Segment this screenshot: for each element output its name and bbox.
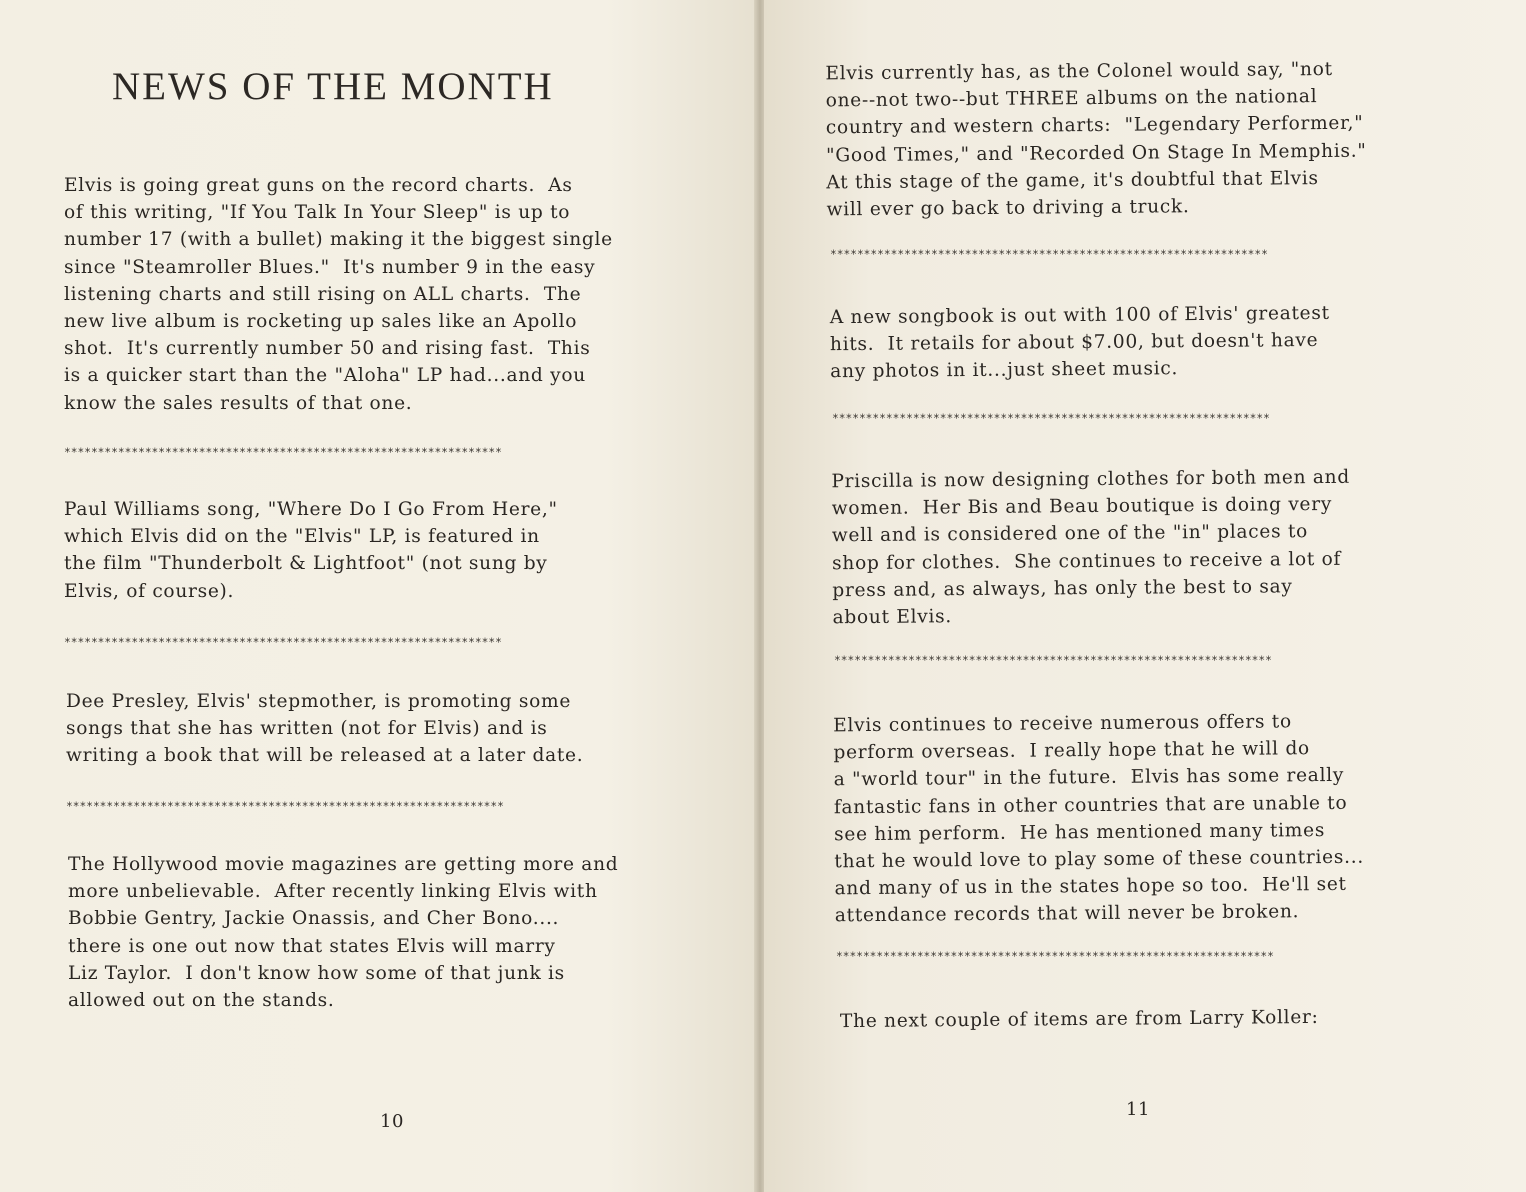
news-item-priscilla: Priscilla is now designing clothes for both men and women. Her Bis and Beau boutique is doing very well and is considered one of the "in" places to shop for clothes. She continues to receive a lot of press and, as always, has only the best to say about Elvis. <box>831 466 1351 629</box>
news-item-overseas: Elvis continues to receive numerous offers to perform overseas. I really hope that he will do a "world tour" in the future. Elvis has some really fantastic fans in other countries that are unable to see him perform. He has mentioned many times that he would love to play some of these countries... and many of us in the states hope so too. He'll set attendance records that will never be broken. <box>833 711 1364 927</box>
page-title: NEWS OF THE MONTH <box>112 65 554 108</box>
asterisk-separator: ***************************************************************** <box>64 446 502 459</box>
asterisk-separator: ***************************************************************** <box>832 412 1270 425</box>
news-item-paul-williams: Paul Williams song, "Where Do I Go From Here," which Elvis did on the "Elvis" LP, is featured in the film "Thunderbolt & Lightfoot" (not sung by Elvis, of course). <box>64 499 558 602</box>
asterisk-separator: ***************************************************************** <box>834 654 1272 667</box>
right-page <box>764 0 1526 1192</box>
left-page <box>0 0 758 1192</box>
news-item-songbook: A new songbook is out with 100 of Elvis' greatest hits. It retails for about $7.00, but doesn't have any photos in it...just sheet music. <box>829 302 1330 383</box>
news-item-hollywood-magazines: The Hollywood movie magazines are getting more and more unbelievable. After recently linking Elvis with Bobbie Gentry, Jackie Onassis, and Cher Bono.... there is one out now that states Elvis will marry Liz Taylor. I don't know how some of that junk is allowed out on the stands. <box>68 854 619 1012</box>
news-item-albums: Elvis currently has, as the Colonel would say, "not one--not two--but THREE albums on the national country and western charts: "Legendary Performer," "Good Times," and "Recorded On Stage In Memphis." At this stage of the game, it's doubtful that Elvis will ever go back to driving a truck. <box>825 58 1367 221</box>
page-number: 10 <box>380 1111 404 1132</box>
news-item-larry-koller-intro: The next couple of items are from Larry Koller: <box>839 1006 1319 1033</box>
page-number: 11 <box>1126 1099 1150 1120</box>
asterisk-separator: ***************************************************************** <box>830 248 1268 261</box>
asterisk-separator: ***************************************************************** <box>836 950 1274 963</box>
asterisk-separator: ***************************************************************** <box>66 800 504 813</box>
asterisk-separator: ***************************************************************** <box>64 636 502 649</box>
news-item-record-charts: Elvis is going great guns on the record charts. As of this writing, "If You Talk In Your Sleep" is up to number 17 (with a bullet) making it the biggest single since "Steamroller Blues." It's number 9 in the easy listening charts and still rising on ALL charts. The new live album is rocketing up sales like an Apollo shot. It's currently number 50 and rising fast. This is a quicker start than the "Aloha" LP had...and you know the sales results of that one. <box>64 175 613 414</box>
news-item-dee-presley: Dee Presley, Elvis' stepmother, is promoting some songs that she has written (not for Elvis) and is writing a book that will be released at a later date. <box>66 691 584 767</box>
